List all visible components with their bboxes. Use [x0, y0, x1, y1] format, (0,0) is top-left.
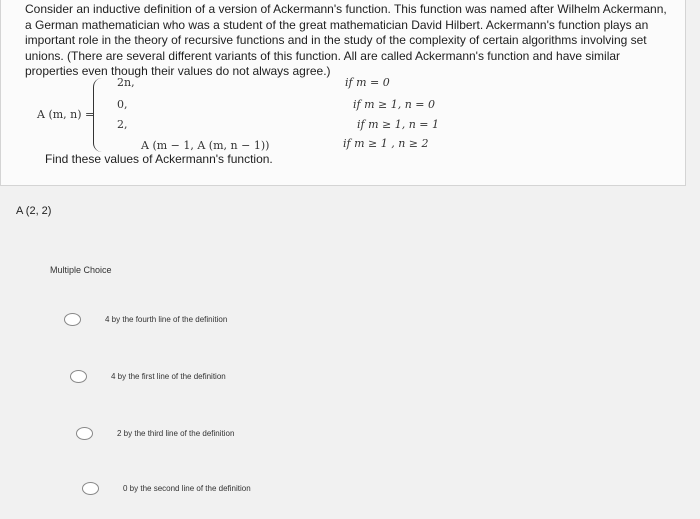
sub-question: A (2, 2)	[16, 205, 52, 217]
question-instruction: Find these values of Ackermann's function.	[45, 152, 273, 166]
formula-case-4-value: A (m − 1, A (m, n − 1))	[141, 139, 270, 152]
option-2[interactable]	[70, 370, 226, 383]
formula-case-3-value: 2,	[117, 118, 128, 131]
option-4[interactable]	[82, 482, 251, 495]
radio-button[interactable]	[64, 313, 81, 326]
options-header: Multiple Choice	[50, 265, 112, 275]
formula-case-2-value: 0,	[117, 98, 128, 111]
radio-button[interactable]	[76, 427, 93, 440]
option-label: 4 by the fourth line of the definition	[105, 315, 228, 324]
option-label: 0 by the second line of the definition	[123, 484, 251, 493]
option-1[interactable]	[64, 313, 227, 326]
formula-case-1-value: 2n,	[117, 76, 135, 89]
radio-button[interactable]	[70, 370, 87, 383]
option-label: 4 by the first line of the definition	[111, 372, 226, 381]
formula-lhs: A (m, n) =	[37, 108, 95, 121]
formula-case-3-condition: if m ≥ 1, n = 1	[357, 118, 440, 131]
formula-case-2-condition: if m ≥ 1, n = 0	[353, 98, 436, 111]
question-card	[0, 0, 686, 186]
question-text: Consider an inductive definition of a version of Ackermann's function. This function was named after Wilhelm Ackermann, a German mathematician who was a student of the great mathematician David Hilbert. Ackermann's function plays an important role in the theory of recursive functions and in the study of the complexity of certain algorithms involving set unions. (There are several different variants of this function. All are called Ackermann's function and have similar properties even though their values do not always agree.)	[25, 2, 667, 78]
option-label: 2 by the third line of the definition	[117, 429, 235, 438]
formula-case-1-condition: if m = 0	[345, 76, 390, 89]
radio-button[interactable]	[82, 482, 99, 495]
option-3[interactable]	[76, 427, 234, 440]
formula-brace	[93, 78, 102, 152]
ackermann-formula	[31, 76, 671, 156]
formula-case-4-condition: if m ≥ 1 , n ≥ 2	[343, 137, 429, 150]
